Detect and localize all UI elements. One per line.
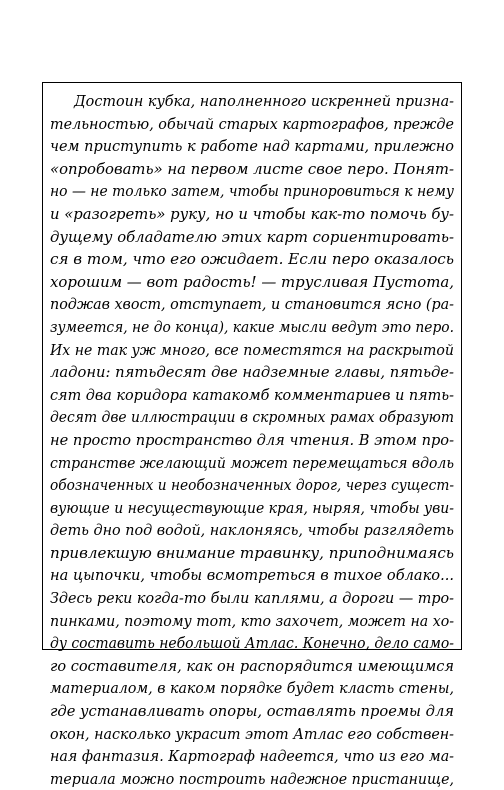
text-line: го составителя, как он распорядится имеющимся [50,656,454,675]
text-line: окон, насколько украсит этот Атлас его собствен- [50,724,454,743]
text-line: поджав хвост, отступает, и становится ясно (ра- [50,295,454,314]
text-line: Достоин кубка, наполненного искренней призна- [74,92,454,110]
text-line: не просто пространство для чтения. В этом про- [50,430,454,449]
text-line: дущему обладателю этих карт сориентировать- [50,227,454,246]
text-line: ная фантазия. Картограф надеется, что из его ма- [50,747,454,766]
text-line: деть дно под водой, наклоняясь, чтобы разглядеть [50,521,454,540]
text-line: тельностью, обычай старых картографов, прежде [50,114,454,133]
text-line: ся в том, что его ожидает. Если перо оказалось [50,250,454,269]
text-line: но — не только затем, чтобы приноровиться к нему [50,182,454,201]
text-line: зумеется, не до конца), какие мысли ведут это перо. [50,317,454,336]
text-line: странстве желающий может перемещаться вдоль [50,453,454,472]
text-line: сят два коридора катакомб комментариев и пять- [50,385,454,404]
text-line: материалом, в каком порядке будет класть стены, [50,679,454,698]
text-line: чем приступить к работе над картами, прилежно [50,137,454,156]
text-line: Здесь реки когда-то были каплями, а дороги — тро- [50,589,454,608]
text-line: где устанавливать опоры, оставлять проемы для [50,702,454,721]
text-line: ду составить небольшой Атлас. Конечно, дело само- [50,634,454,653]
text-line: «опробовать» на первом листе свое перо. Понят- [50,159,454,178]
text-line: на цыпочки, чтобы всмотреться в тихое облако... [50,566,454,585]
body-text [50,90,454,790]
text-line: обозначенных и необозначенных дорог, через сущест- [50,476,454,495]
text-line: привлекшую внимание травинку, приподнимаясь [50,543,454,562]
text-line: Их не так уж много, все поместятся на раскрытой [50,340,454,359]
text-line: хорошим — вот радость! — трусливая Пустота, [50,272,454,291]
text-line: вующие и несуществующие края, ныряя, чтобы уви- [50,498,454,517]
text-line: ладони: пятьдесят две надземные главы, пятьде- [50,363,454,382]
text-line: териала можно построить надежное пристанище, [50,769,454,788]
text-line: и «разогреть» руку, но и чтобы как-то помочь бу- [50,204,454,223]
text-line: пинками, поэтому тот, кто захочет, может на хо- [50,611,454,630]
text-line: десят две иллюстрации в скромных рамах образуют [50,408,454,427]
